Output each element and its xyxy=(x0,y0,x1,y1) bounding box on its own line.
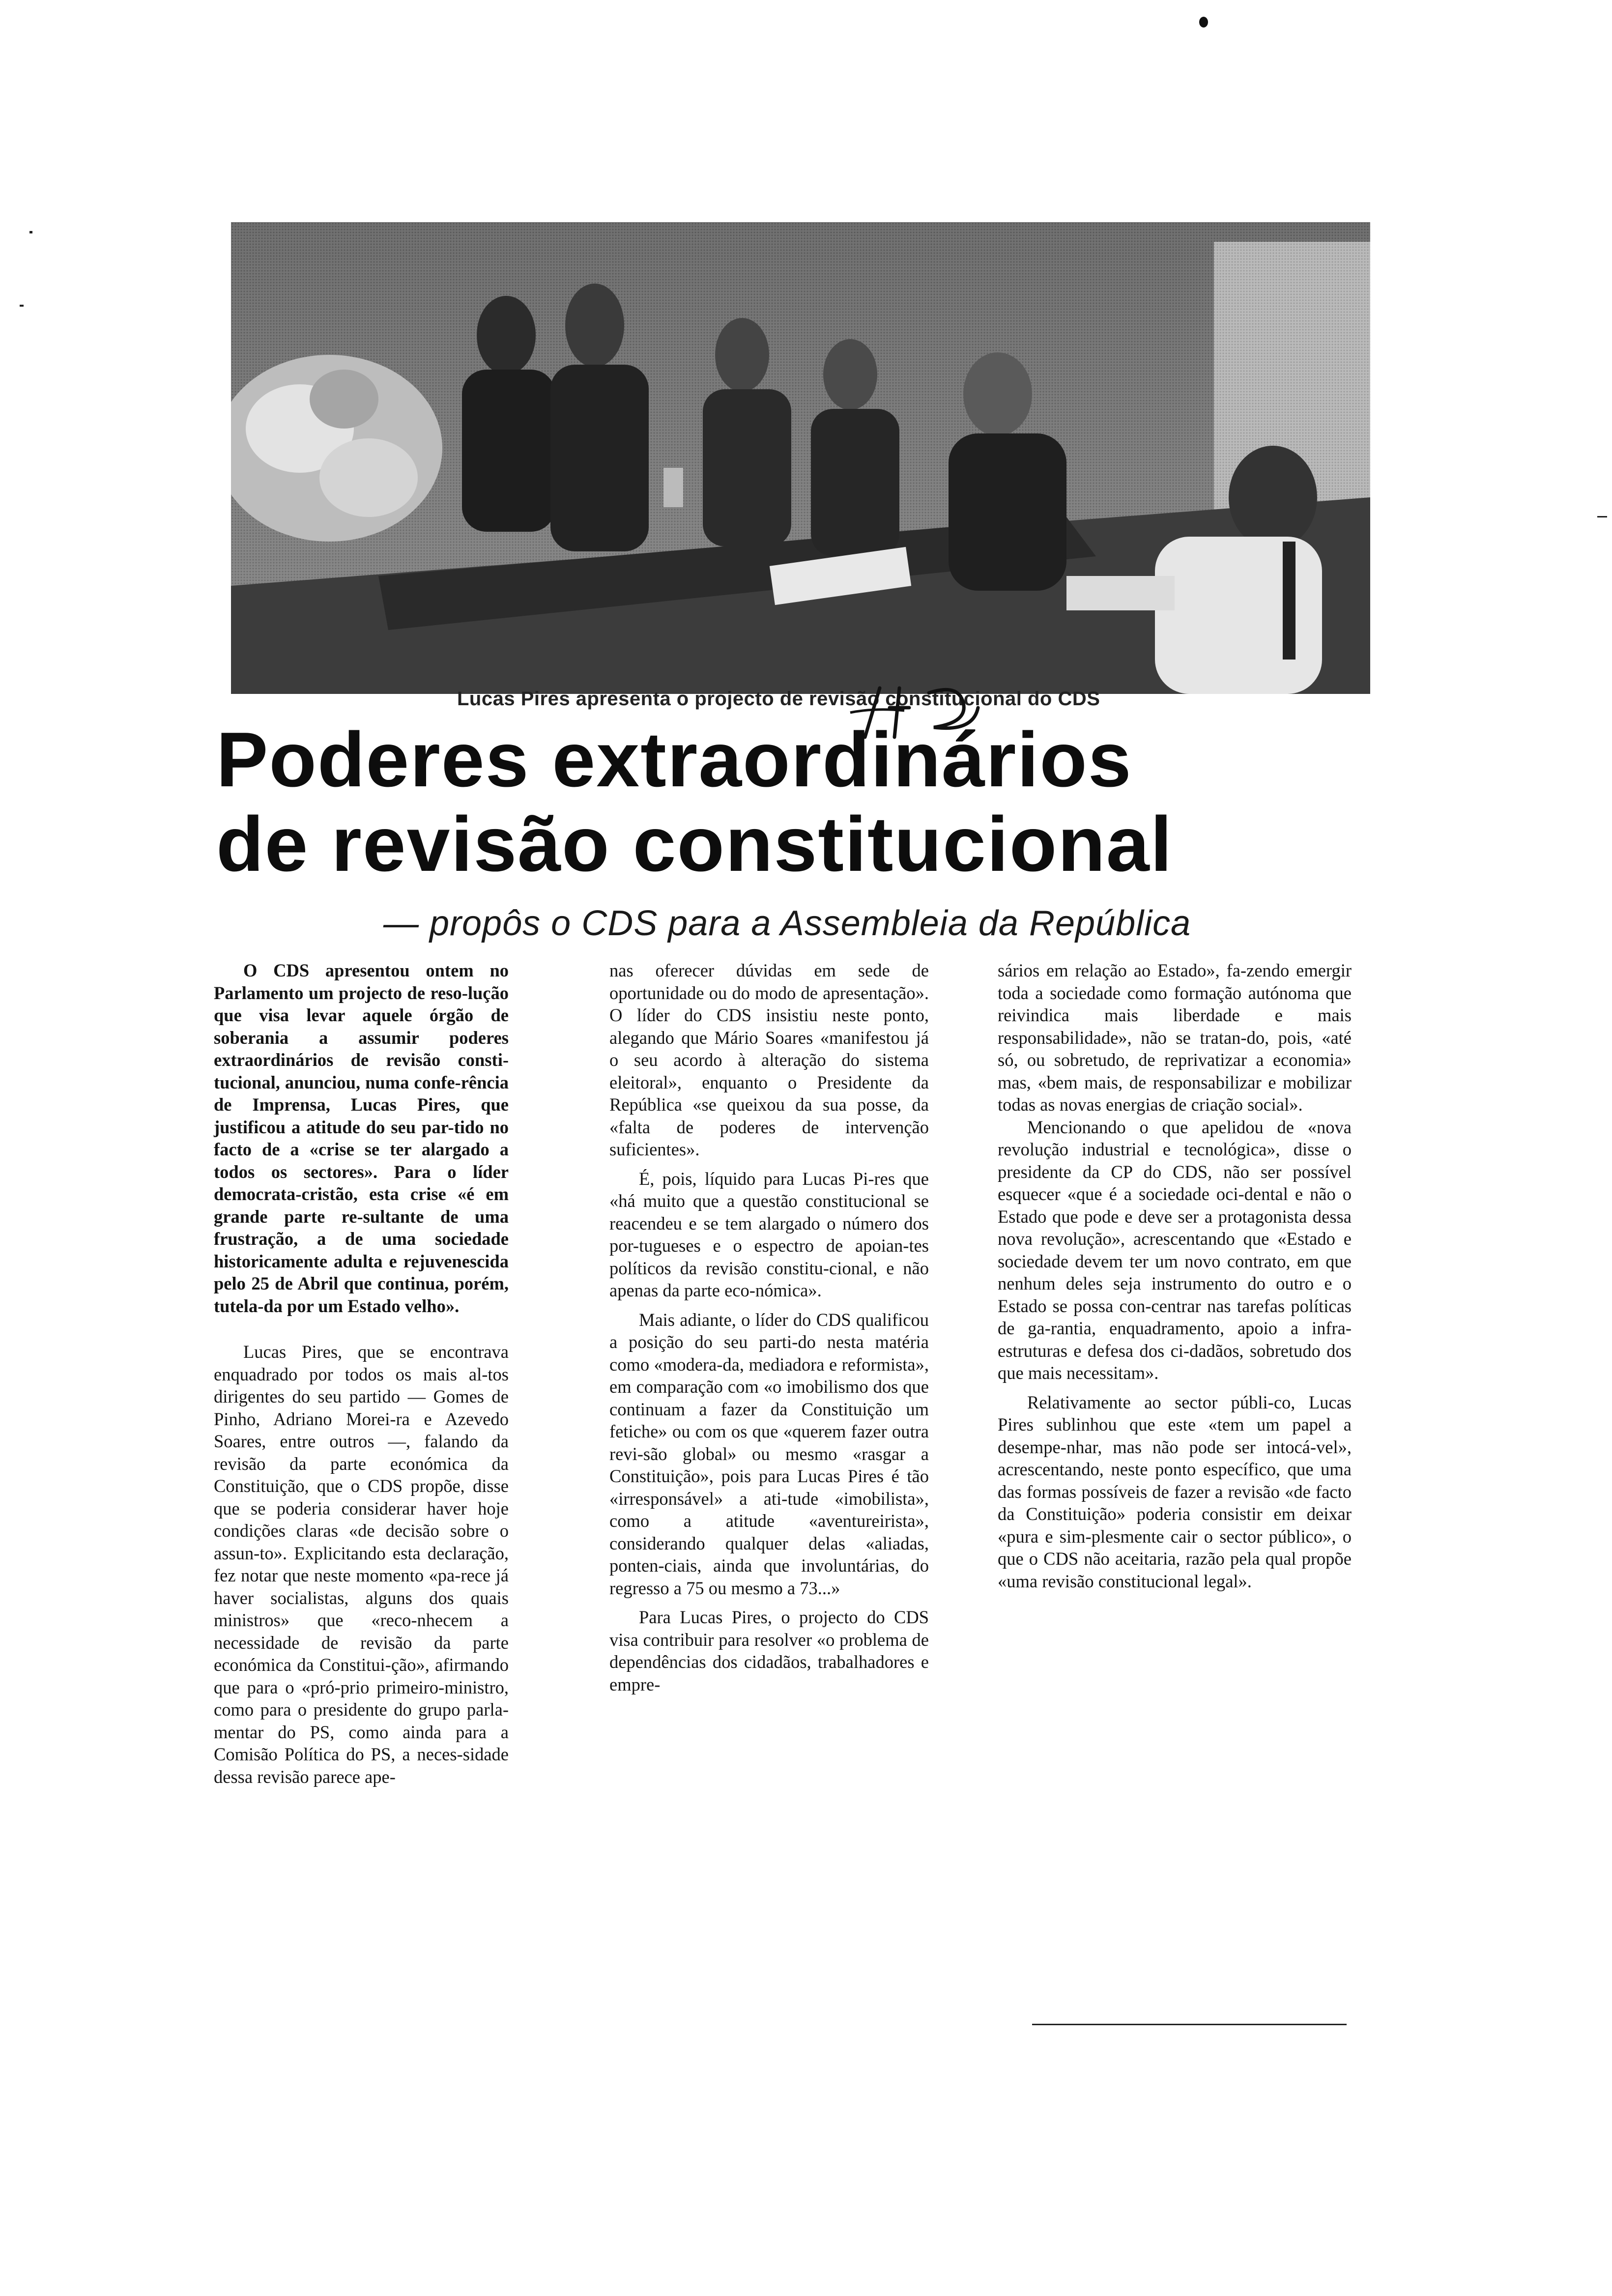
body-paragraph: Mais adiante, o líder do CDS qualificou a posição do seu parti-do nesta matéria como «modera-da, mediadora e reformista», em comparação com «o imobilismo dos que continuam a fazer da Constituição um fetiche» ou com os que «querem fazer outra revi-são global» ou mesmo «rasgar a Constituição», pois para Lucas Pires é tão «irresponsável» a ati-tude «imobilista», como a atitude «aventureirista», considerando qualquer delas «aliadas, ponten-ciais, ainda que involuntárias, do regresso a 75 ou mesmo a 73...» xyxy=(609,1309,929,1598)
news-photo xyxy=(231,222,1370,694)
body-paragraph: Lucas Pires, que se encontrava enquadrado por todos os mais al-tos dirigentes do seu partido — Gomes de Pinho, Adriano Morei-ra e Azevedo Soares, entre outros —, falando da revisão da parte económica da Constituição, que o CDS propõe, disse que se poderia considerar haver hoje condições claras «de decisão sobre o assun-to». Explicitando esta declaração, fez notar que neste momento «pa-rece já haver socialistas, alguns dos quais ministros» que «reco-nhecem a necessidade de revisão da parte económica da Constitui-ção», afirmando que para o «pró-prio primeiro-ministro, como para o presidente do grupo parla-mentar do PS, como ainda para a Comisão Política do PS, a neces-sidade dessa revisão parece ape- xyxy=(214,1342,509,1787)
speck xyxy=(1597,516,1607,517)
speck xyxy=(29,231,32,233)
photo-caption: Lucas Pires apresenta o projecto de revisão constitucional do CDS xyxy=(457,688,1100,710)
body-paragraph: nas oferecer dúvidas em sede de oportunidade ou do modo de apresentação». O líder do CDS insistiu neste ponto, alegando que Mário Soares «manifestou já o seu acordo à alteração do sistema eleitoral», enquanto o Presidente da República «se queixou da sua posse, da «falta de poderes de intervenção suficientes». xyxy=(609,960,929,1159)
photo-image xyxy=(231,222,1370,694)
lead-paragraph: O CDS apresentou ontem no Parlamento um projecto de reso-lução que visa levar aquele órgão de soberania a assumir poderes extraordinários de revisão consti-tucional, anunciou, numa confe-rência de Imprensa, Lucas Pires, que justificou a atitude do seu par-tido no facto de a «crise se ter alargado a todos os sectores». Para o líder democrata-cristão, esta crise «é em grande parte re-sultante de uma frustração, a de uma sociedade historicamente adulta e rejuvenescida pelo 25 de Abril que continua, porém, tutela-da por um Estado velho». xyxy=(214,960,509,1316)
speck xyxy=(20,305,24,307)
body-paragraph: É, pois, líquido para Lucas Pi-res que «há muito que a questão constitucional se reacendeu e se tem alargado o número dos por-tugueses e o espectro de apoian-tes políticos da revisão constitu-cional, e não apenas da parte eco-nómica». xyxy=(609,1168,929,1300)
body-paragraph: Para Lucas Pires, o projecto do CDS visa contribuir para resolver «o problema de dependências dos cidadãos, trabalhadores e empre- xyxy=(609,1607,929,1694)
headline-line-2: de revisão constitucional xyxy=(216,801,1173,888)
ink-dot xyxy=(1199,17,1208,28)
subheadline: — propôs o CDS para a Assembleia da República xyxy=(383,904,1191,943)
headline-line-1: Poderes extraordinários xyxy=(216,717,1132,803)
article-column-1 xyxy=(214,959,509,1788)
body-paragraph: Relativamente ao sector públi-co, Lucas Pires sublinhou que este «tem um papel a desempe-nhar, mas não pode ser intocá-vel», acrescentando, neste ponto específico, que uma das formas possíveis de fazer a revisão «de facto da Constituição» poderia consistir em deixar «pura e sim-plesmente cair o sector público», o que o CDS não aceitaria, razão pela qual propõe «uma revisão constitucional legal». xyxy=(998,1392,1352,1591)
headline xyxy=(216,718,1396,887)
article-column-3 xyxy=(998,959,1352,1592)
article-column-2 xyxy=(609,959,929,1695)
end-rule xyxy=(1032,2024,1347,2025)
body-paragraph: sários em relação ao Estado», fa-zendo emergir toda a sociedade como formação autónoma que reivindica mais liberdade e mais responsabilidade», não se tratan-do, pois, «até só, ou sobretudo, de reprivatizar a economia» mas, «bem mais, de responsabilizar e mobilizar todas as novas energias de criação social». xyxy=(998,960,1352,1115)
body-paragraph: Mencionando o que apelidou de «nova revolução industrial e tecnológica», disse o presidente da CP do CDS, não ser possível esquecer «que é a sociedade oci-dental e não o Estado que pode e deve ser a protagonista dessa nova revolução», acrescentando que «Estado e sociedade devem ter um novo contrato, em que nenhum deles seja instrumento do outro e o Estado se possa con-centrar nas tarefas políticas de ga-rantia, enquadramento, apoio a infra-estruturas e defesa dos ci-dadãos, sobretudo dos que mais necessitam». xyxy=(998,1117,1352,1383)
